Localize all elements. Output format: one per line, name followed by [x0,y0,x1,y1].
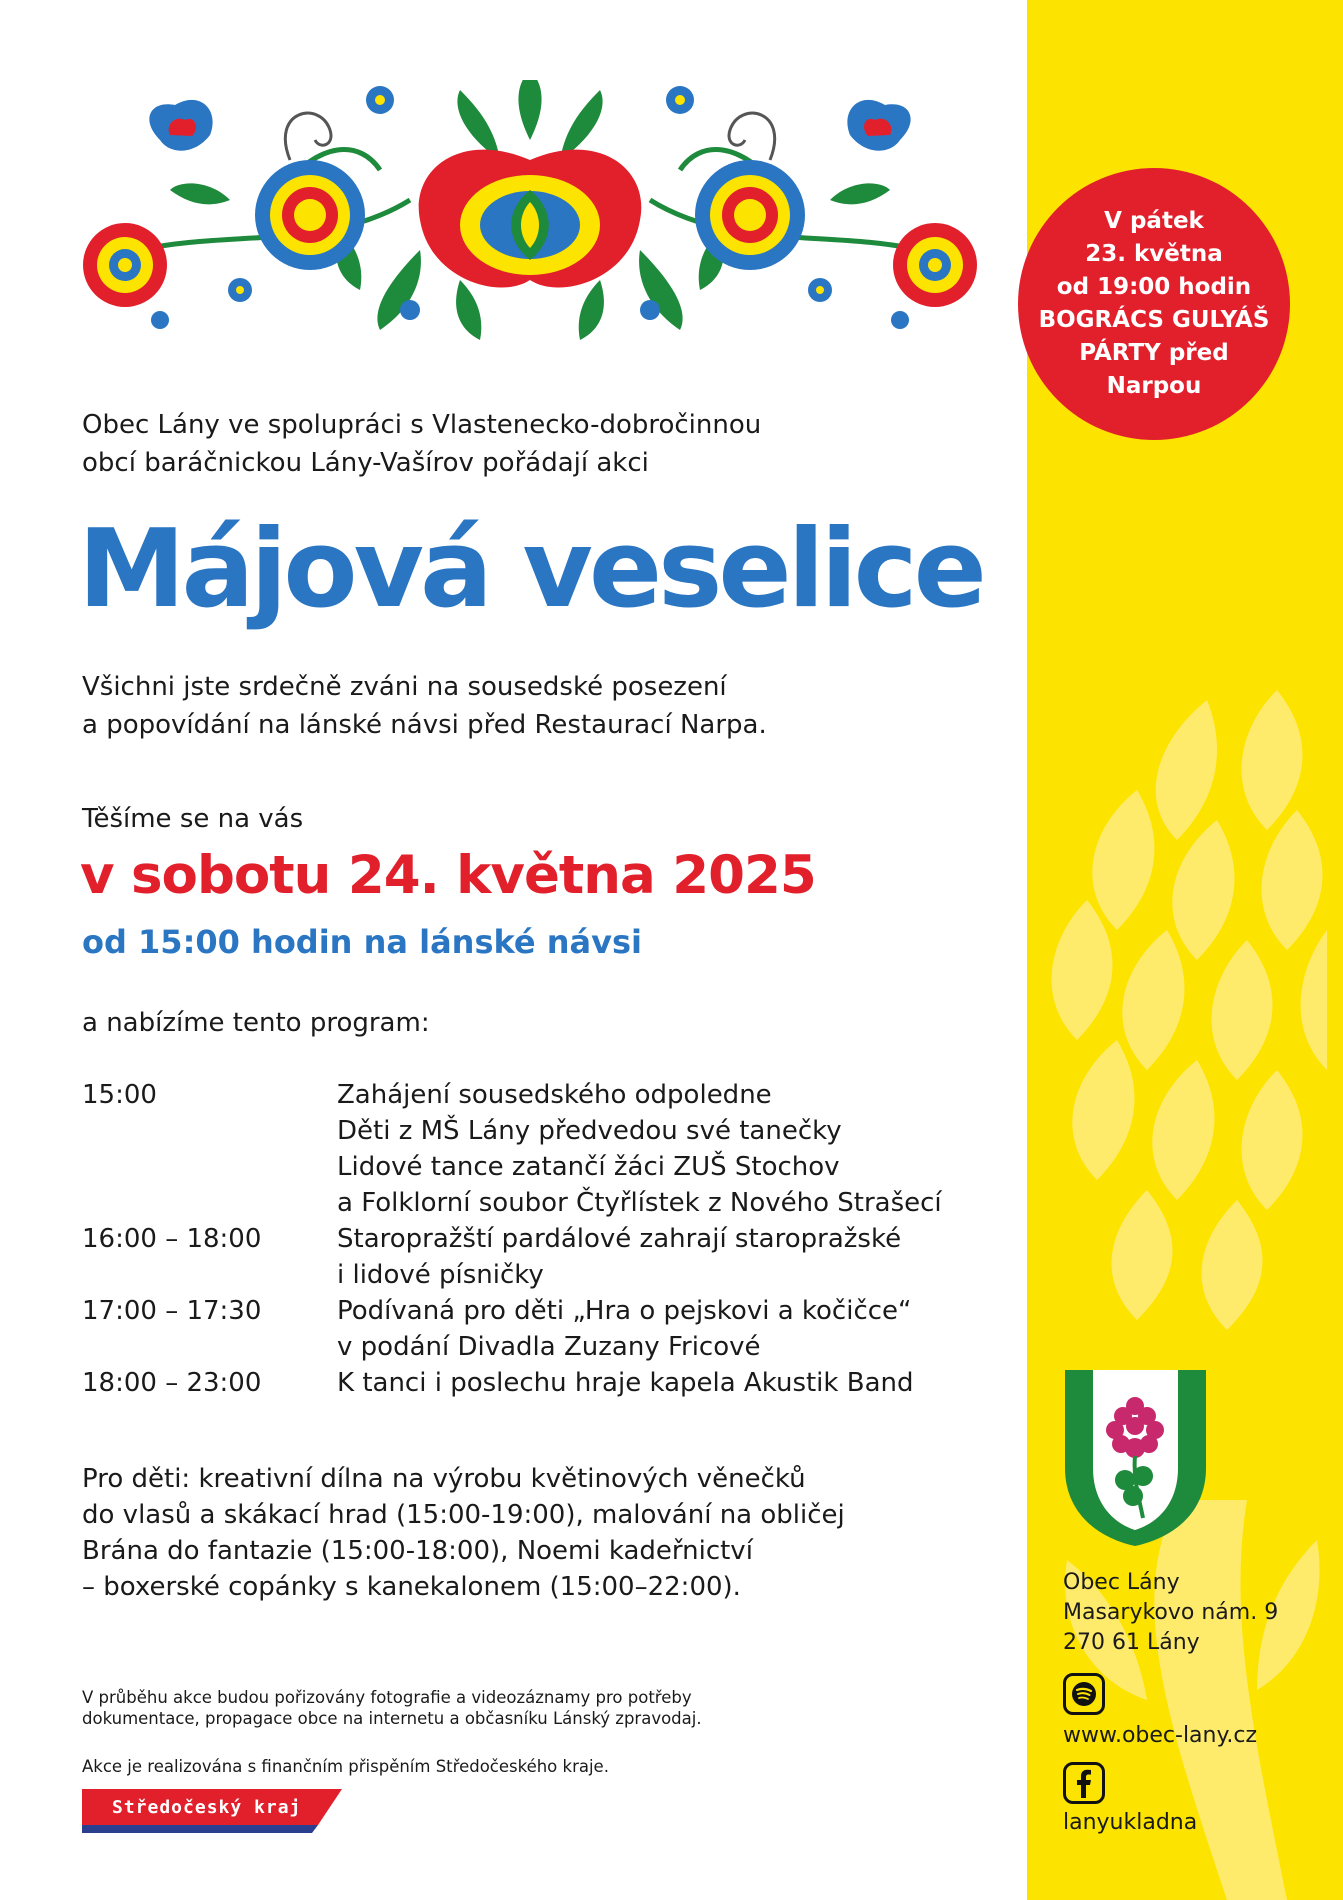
program-description [337,1365,1002,1401]
region-logo-text: Středočeský kraj [112,1797,302,1818]
folk-ornament [80,80,980,340]
badge-line: BOGRÁCS GULYÁŠ [1038,307,1270,333]
program-list [82,1077,1002,1401]
address-line: 270 61 Lány [1063,1630,1200,1655]
program-line: v podání Divadla Zuzany Fricové [337,1332,761,1362]
event-time-place: od 15:00 hodin na lánské návsi [82,923,643,961]
spotify-icon-glyph [1070,1680,1098,1708]
facebook-icon[interactable] [1063,1762,1105,1804]
intro-line: Obec Lány ve spolupráci s Vlastenecko-dobročinnou [82,410,762,440]
facebook-icon-glyph [1072,1768,1096,1798]
program-line: Děti z MŠ Lány předvedou své tanečky [337,1116,842,1146]
program-time: 16:00 – 18:00 [82,1224,262,1254]
clover-crest-icon [1063,1368,1208,1548]
program-description [337,1077,1002,1221]
program-intro: a nabízíme tento program: [82,1008,430,1038]
kids-line: Pro děti: kreativní dílna na výrobu květinových věnečků [82,1464,806,1494]
badge-line: od 19:00 hodin [1056,274,1252,300]
invite-line: Všichni jste srdečně zváni na sousedské posezení [82,672,727,702]
badge-line: PÁRTY před [1079,340,1229,366]
looking-forward-text: Těšíme se na vás [82,804,304,834]
kids-line: – boxerské copánky s kanekalonem (15:00–22:00). [82,1572,741,1602]
program-line: i lidové písničky [337,1260,544,1290]
program-row [82,1077,1002,1221]
spotify-icon[interactable] [1063,1673,1105,1715]
address-block [1063,1568,1278,1658]
intro-text [82,406,982,482]
photo-notice [82,1687,982,1729]
friday-party-badge [1018,168,1290,440]
program-line: a Folklorní soubor Čtyřlístek z Nového Strašecí [337,1188,942,1218]
invitation-text [82,668,1002,744]
program-description [337,1221,1002,1293]
region-logo [82,1789,342,1833]
website-link[interactable]: www.obec-lany.cz [1063,1723,1258,1748]
program-time: 18:00 – 23:00 [82,1368,262,1398]
photo-notice-line: dokumentace, propagace obce na internetu a občasníku Lánský zpravodaj. [82,1709,702,1728]
program-row [82,1221,1002,1293]
event-date: v sobotu 24. května 2025 [80,845,816,906]
funding-notice: Akce je realizována s finančním přispěním Středočeského kraje. [82,1757,609,1776]
facebook-link[interactable]: lanyukladna [1063,1810,1198,1835]
kids-line: Brána do fantazie (15:00-18:00), Noemi kadeřnictví [82,1536,753,1566]
program-line: K tanci i poslechu hraje kapela Akustik Band [337,1368,914,1398]
program-time: 15:00 [82,1080,157,1110]
badge-line: Narpou [1106,373,1202,399]
program-line: Staropražští pardálové zahrají staropražské [337,1224,902,1254]
program-time: 17:00 – 17:30 [82,1296,262,1326]
program-row [82,1365,1002,1401]
badge-line: V pátek [1104,208,1204,234]
program-row [82,1293,1002,1365]
address-line: Obec Lány [1063,1570,1180,1595]
program-line: Lidové tance zatančí žáci ZUŠ Stochov [337,1152,840,1182]
program-line: Podívaná pro děti „Hra o pejskovi a kočičce“ [337,1296,912,1326]
page-title: Májová veselice [78,507,983,632]
badge-line: 23. května [1085,241,1223,267]
kids-line: do vlasů a skákací hrad (15:00-19:00), malování na obličej [82,1500,845,1530]
program-line: Zahájení sousedského odpoledne [337,1080,772,1110]
intro-line: obcí baráčnickou Lány-Vašírov pořádají akci [82,448,649,478]
program-description [337,1293,1002,1365]
address-line: Masarykovo nám. 9 [1063,1600,1279,1625]
invite-line: a popovídání na lánské návsi před Restaurací Narpa. [82,710,767,740]
photo-notice-line: V průběhu akce budou pořizovány fotografie a videozáznamy pro potřeby [82,1688,692,1707]
kids-activities [82,1461,1002,1605]
